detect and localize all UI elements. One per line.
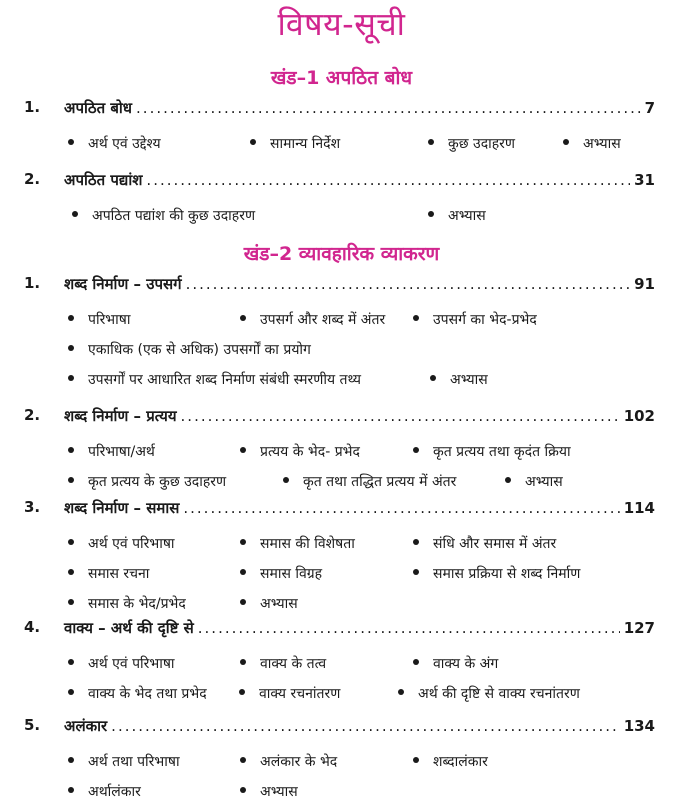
page-number: 134 bbox=[623, 717, 655, 735]
bullet-icon bbox=[68, 315, 74, 321]
topic-item bbox=[68, 134, 161, 153]
chapter-title-line bbox=[64, 170, 655, 190]
bullet-icon bbox=[239, 689, 245, 695]
topic-item bbox=[72, 206, 255, 225]
page-number: 114 bbox=[623, 499, 655, 517]
chapter-title: शब्द निर्माण – समास bbox=[64, 499, 180, 517]
bullet-icon bbox=[250, 139, 256, 145]
dot-leader bbox=[183, 499, 619, 517]
topic-label: अभ्यास bbox=[448, 208, 486, 224]
bullet-icon bbox=[240, 599, 246, 605]
topic-item bbox=[68, 472, 226, 491]
topic-row bbox=[0, 752, 683, 776]
topic-label: अर्थालंकार bbox=[88, 784, 141, 800]
topic-item bbox=[239, 684, 340, 703]
bullet-icon bbox=[240, 659, 246, 665]
bullet-icon bbox=[68, 375, 74, 381]
bullet-icon bbox=[428, 139, 434, 145]
topic-label: अलंकार के भेद bbox=[260, 754, 338, 770]
bullet-icon bbox=[505, 477, 511, 483]
chapter-number: 1. bbox=[24, 274, 41, 292]
page-number: 127 bbox=[623, 619, 655, 637]
topic-item bbox=[68, 752, 180, 771]
bullet-icon bbox=[240, 447, 246, 453]
page-number: 31 bbox=[634, 171, 655, 189]
bullet-icon bbox=[283, 477, 289, 483]
bullet-icon bbox=[413, 569, 419, 575]
bullet-icon bbox=[413, 757, 419, 763]
topic-row bbox=[0, 340, 683, 364]
topic-item bbox=[240, 752, 337, 771]
topic-row bbox=[0, 654, 683, 678]
topic-item bbox=[413, 310, 537, 329]
topic-label: प्रत्यय के भेद- प्रभेद bbox=[260, 444, 360, 460]
topic-item bbox=[68, 340, 311, 359]
dot-leader bbox=[146, 171, 630, 189]
topic-label: अभ्यास bbox=[525, 474, 563, 490]
page-number: 7 bbox=[644, 99, 655, 117]
chapter-title: वाक्य – अर्थ की दृष्टि से bbox=[64, 619, 194, 637]
bullet-icon bbox=[68, 447, 74, 453]
topic-label: अभ्यास bbox=[260, 596, 298, 612]
dot-leader bbox=[186, 275, 631, 293]
topic-label: वाक्य के भेद तथा प्रभेद bbox=[88, 686, 207, 702]
topic-label: अभ्यास bbox=[450, 372, 488, 388]
chapter-title-line bbox=[64, 98, 655, 118]
topic-item bbox=[68, 782, 141, 801]
topic-label: कृत तथा तद्धित प्रत्यय में अंतर bbox=[303, 474, 457, 490]
topic-item bbox=[413, 442, 571, 461]
topic-item bbox=[505, 472, 563, 491]
topic-row bbox=[0, 594, 683, 618]
bullet-icon bbox=[68, 569, 74, 575]
topic-row bbox=[0, 534, 683, 558]
topic-label: कृत प्रत्यय तथा कृदंत क्रिया bbox=[433, 444, 571, 460]
bullet-icon bbox=[413, 447, 419, 453]
chapter-title: अपठित बोध bbox=[64, 99, 133, 117]
page-number: 91 bbox=[634, 275, 655, 293]
topic-label: परिभाषा/अर्थ bbox=[88, 444, 155, 460]
topic-label: सामान्य निर्देश bbox=[270, 136, 341, 152]
topic-item bbox=[283, 472, 456, 491]
topic-item bbox=[240, 442, 360, 461]
bullet-icon bbox=[240, 787, 246, 793]
bullet-icon bbox=[413, 539, 419, 545]
chapter-number: 4. bbox=[24, 618, 41, 636]
topic-label: अर्थ एवं उद्देश्य bbox=[88, 136, 161, 152]
topic-label: समास प्रक्रिया से शब्द निर्माण bbox=[433, 566, 581, 582]
chapter-entry[interactable] bbox=[0, 170, 683, 198]
topic-label: कृत प्रत्यय के कुछ उदाहरण bbox=[88, 474, 227, 490]
topic-label: अर्थ एवं परिभाषा bbox=[88, 656, 175, 672]
bullet-icon bbox=[240, 539, 246, 545]
topic-item bbox=[240, 564, 322, 583]
topic-item bbox=[250, 134, 340, 153]
topic-item bbox=[68, 654, 175, 673]
topic-item bbox=[68, 684, 207, 703]
bullet-icon bbox=[68, 477, 74, 483]
dot-leader bbox=[136, 99, 641, 117]
bullet-icon bbox=[413, 659, 419, 665]
topic-row bbox=[0, 370, 683, 394]
page-title: विषय-सूची bbox=[277, 5, 406, 43]
section-heading: खंड–2 व्यावहारिक व्याकरण bbox=[243, 243, 440, 265]
chapter-title-line bbox=[64, 716, 655, 736]
bullet-icon bbox=[68, 787, 74, 793]
bullet-icon bbox=[413, 315, 419, 321]
topic-item bbox=[240, 534, 355, 553]
chapter-entry[interactable] bbox=[0, 618, 683, 646]
bullet-icon bbox=[68, 345, 74, 351]
topic-item bbox=[68, 564, 149, 583]
topic-label: समास की विशेषता bbox=[260, 536, 355, 552]
chapter-title-line bbox=[64, 618, 655, 638]
topic-item bbox=[240, 594, 298, 613]
topic-label: परिभाषा bbox=[88, 312, 131, 328]
bullet-icon bbox=[430, 375, 436, 381]
topic-label: वाक्य रचनांतरण bbox=[259, 686, 341, 702]
section-heading: खंड–1 अपठित बोध bbox=[270, 67, 413, 89]
topic-item bbox=[68, 534, 175, 553]
topic-row bbox=[0, 442, 683, 466]
chapter-entry[interactable] bbox=[0, 98, 683, 126]
bullet-icon bbox=[240, 315, 246, 321]
bullet-icon bbox=[68, 757, 74, 763]
topic-label: संधि और समास में अंतर bbox=[433, 536, 557, 552]
chapter-title-line bbox=[64, 274, 655, 294]
chapter-entry[interactable] bbox=[0, 406, 683, 434]
chapter-number: 3. bbox=[24, 498, 41, 516]
dot-leader bbox=[181, 407, 620, 425]
topic-label: कुछ उदाहरण bbox=[448, 136, 516, 152]
bullet-icon bbox=[398, 689, 404, 695]
topic-item bbox=[428, 206, 486, 225]
topic-item bbox=[413, 752, 488, 771]
topic-label: उपसर्ग और शब्द में अंतर bbox=[260, 312, 386, 328]
topic-label: अपठित पद्यांश की कुछ उदाहरण bbox=[92, 208, 256, 224]
topic-item bbox=[68, 594, 186, 613]
topic-label: वाक्य के तत्व bbox=[260, 656, 327, 672]
page-number: 102 bbox=[623, 407, 655, 425]
topic-label: अर्थ एवं परिभाषा bbox=[88, 536, 175, 552]
topic-label: एकाधिक (एक से अधिक) उपसर्गों का प्रयोग bbox=[88, 342, 311, 358]
bullet-icon bbox=[240, 569, 246, 575]
topic-item bbox=[413, 534, 556, 553]
topic-row bbox=[0, 206, 683, 230]
chapter-entry[interactable] bbox=[0, 716, 683, 744]
topic-item bbox=[428, 134, 515, 153]
topic-row bbox=[0, 472, 683, 496]
topic-label: समास के भेद/प्रभेद bbox=[88, 596, 186, 612]
topic-label: उपसर्ग का भेद-प्रभेद bbox=[433, 312, 537, 328]
chapter-number: 2. bbox=[24, 406, 41, 424]
bullet-icon bbox=[68, 689, 74, 695]
bullet-icon bbox=[68, 659, 74, 665]
dot-leader bbox=[198, 619, 620, 637]
topic-item bbox=[563, 134, 621, 153]
topic-item bbox=[413, 654, 498, 673]
topic-label: उपसर्गों पर आधारित शब्द निर्माण संबंधी स्मरणीय तथ्य bbox=[88, 372, 362, 388]
topic-item bbox=[430, 370, 488, 389]
chapter-title: शब्द निर्माण – प्रत्यय bbox=[64, 407, 177, 425]
topic-item bbox=[68, 370, 361, 389]
topic-label: समास रचना bbox=[88, 566, 150, 582]
bullet-icon bbox=[240, 757, 246, 763]
dot-leader bbox=[111, 717, 620, 735]
chapter-number: 1. bbox=[24, 98, 41, 116]
bullet-icon bbox=[428, 211, 434, 217]
topic-row bbox=[0, 310, 683, 334]
topic-item bbox=[240, 654, 326, 673]
bullet-icon bbox=[68, 599, 74, 605]
bullet-icon bbox=[68, 139, 74, 145]
chapter-entry[interactable] bbox=[0, 274, 683, 302]
topic-item bbox=[240, 782, 298, 801]
chapter-title: अलंकार bbox=[64, 717, 108, 735]
topic-row bbox=[0, 564, 683, 588]
chapter-title-line bbox=[64, 406, 655, 426]
chapter-title-line bbox=[64, 498, 655, 518]
topic-label: अर्थ तथा परिभाषा bbox=[88, 754, 180, 770]
topic-item bbox=[68, 442, 155, 461]
topic-item bbox=[68, 310, 131, 329]
topic-label: समास विग्रह bbox=[260, 566, 323, 582]
chapter-number: 5. bbox=[24, 716, 41, 734]
topic-item bbox=[413, 564, 580, 583]
topic-row bbox=[0, 782, 683, 806]
bullet-icon bbox=[72, 211, 78, 217]
topic-label: वाक्य के अंग bbox=[433, 656, 499, 672]
topic-row bbox=[0, 134, 683, 158]
topic-label: अभ्यास bbox=[583, 136, 621, 152]
topic-label: अभ्यास bbox=[260, 784, 298, 800]
topic-item bbox=[240, 310, 385, 329]
chapter-entry[interactable] bbox=[0, 498, 683, 526]
topic-item bbox=[398, 684, 580, 703]
topic-label: अर्थ की दृष्टि से वाक्य रचनांतरण bbox=[418, 686, 580, 702]
topic-row bbox=[0, 684, 683, 708]
bullet-icon bbox=[68, 539, 74, 545]
chapter-title: शब्द निर्माण – उपसर्ग bbox=[64, 275, 182, 293]
topic-label: शब्दालंकार bbox=[433, 754, 488, 770]
chapter-title: अपठित पद्यांश bbox=[64, 171, 143, 189]
chapter-number: 2. bbox=[24, 170, 41, 188]
bullet-icon bbox=[563, 139, 569, 145]
